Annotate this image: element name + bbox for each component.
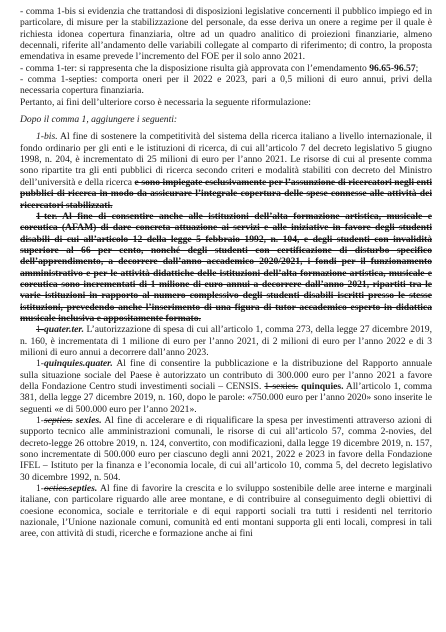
paragraph-1septies-prefix: 1- [36,415,44,427]
paragraph-1ter-deleted: 1-ter. Al fine di consentire anche alle istituzioni dell’alta formazione artistica, musicale e coreutica (AFAM) di dare concreta attuazione ai servizi e alle iniziative in favore degli studenti disabili di cui all’articolo 12 della legge 5 febbraio 1992, n. 104, e degli studenti con invalidità superiore al 66 per cento, nonché degli studenti con certificazione di disturbo specifico dell’apprendimento, a decorrere dall’anno accademico 2020/2021, i fondi per il funzionamento amministrativo e per le attività didattiche delle istituzioni dell’alta formazione artistica, musicale e coreutica sono incrementati di 1 milione di euro annui a decorrere dall’anno 2021, ripartiti tra le varie istituzioni in rapporto al numero complessivo degli studenti disabili iscritti presso le stesse istituzioni, prevedendo anche l’inserimento di una figura di tutor accademico esperto in didattica musicale inclusiva e appositamente formato. [20,210,432,324]
paragraph-1quater-text: L’autorizzazione di spesa di cui all’articolo 1, comma 273, della legge 27 dicembre 2019, n. 160, è incrementata di 1 milione di euro per l’anno 2021, di 2 milioni di euro per l’anno 2022 e di 3 milioni di euro annui a decorrere dall’anno 2023. [20,324,432,358]
paragraph-1octies [20,483,432,540]
paragraph-1septies-number-new: sexies. [72,415,102,427]
paragraph-1octies-text: Al fine di favorire la crescita e lo sviluppo sostenibile delle aree interne e marginali italiane, con particolare riguardo alle aree montane, e di contribuire al conseguimento degli obiettivi di coesione economica, sociale e territoriale e di equi rapporti sociali tra tutti i residenti nel territorio nazionale, l’Unione nazionale comuni, comunità ed enti montani supporta gli enti locali, compresi in tali aree, con attività di studi, ricerche e formazione anche ai fini [20,483,432,540]
paragraph-1bis-number: 1-bis. [36,131,58,143]
intro-comma-1ter [20,63,432,74]
paragraph-1quinquies-number: quinquies.quater. [44,358,113,370]
intro-comma-1bis: - comma 1-bis si evidenzia che trattandosi di disposizioni legislative concernenti il pubblico impiego ed in particolare, di misure per la stabilizzazione del personale, da esse deriva un onere a regime per il quale è richiesta idonea copertura finanziaria, oltre ad un quadro analitico di proiezioni finanziarie, almeno decennali, riferite all’andamento delle variabili collegate al comparto di riferimento; di contro, la proposta emendativa in esame prevede l’incremento del FOE per il solo anno 2021. [20,6,432,63]
paragraph-1septies-number-old: septies. [44,415,73,427]
amendment-heading: Dopo il comma 1, aggiungere i seguenti: [20,114,178,126]
paragraph-1quater-number-new: quater.ter. [44,324,84,336]
paragraph-1sexies-number-old: 1-sexies. [264,381,299,392]
paragraph-1octies-number-new: septies. [68,483,98,495]
paragraph-1sexies-number-new: quinquies. [298,381,344,392]
semicolon: ; [415,62,419,74]
paragraph-1bis-text: Al fine di sostenere la competitività del sistema della ricerca italiano a livello internazionale, il fondo ordinario per gli enti e le istituzioni di ricerca, di cui all’articolo 7 del decreto legislativo 5 giugno 1998, n. 204, è incrementato di 25 milioni di euro per l’anno 2021. Le risorse di cui al presente comma sono ripartite tra gli enti pubblici di ricerca secondo criteri e modalità stabiliti con decreto del Ministro dell’università e della ricerca [20,131,432,188]
intro-section [20,6,432,108]
paragraph-1septies [20,415,432,483]
paragraph-1octies-number-old: octies. [44,483,69,495]
amendment-number: 96.65-96.57 [369,62,416,74]
intro-comma-1ter-text: - comma 1-ter: si rappresenta che la disposizione risulta già approvata con l’emendamento [20,62,370,74]
paragraph-1bis-deleted: e sono impiegate esclusivamente per l’assunzione di ricercatori negli enti pubblici di ricerca in modo da assicurare l’integrale copertura delle spese connesse alle attività dei ricercatori stabilizzati. [20,176,432,211]
paragraph-1septies-text: Al fine di accelerare e di riqualificare la spesa per investimenti attraverso azioni di supporto tecnico alle amministrazioni comunali, le risorse di cui all’articolo 57, comma 2-novies, del decreto-legge 26 ottobre 2019, n. 124, convertito, con modificazioni, dalla legge 19 dicembre 2019, n. 157, sono incrementate di 500.000 euro per ciascuno degli anni 2021, 2022 e 2023 in favore della Fondazione IFEL – Istituto per la finanza e l’economia locale, di cui all’articolo 10, comma 5, del decreto legislativo 30 dicembre 1992, n. 504. [20,415,432,483]
intro-conclusion: Pertanto, ai fini dell’ulteriore corso è necessaria la seguente riformulazione: [20,96,311,108]
paragraph-1quinquies-text: Al fine di consentire la pubblicazione e la distribuzione del Rapporto annuale sulla situazione sociale del Paese è autorizzato un contributo di 300.000 euro per l’anno 2021 a favore della Fondazione Centro studi investimenti sociali – CENSIS. [20,358,432,392]
intro-comma-1septies: - comma 1-septies: comporta oneri per il 2022 e 2023, pari a 0,5 milioni di euro annui, privi della necessaria copertura finanziaria. [20,74,432,97]
paragraph-1bis [20,131,432,210]
paragraph-1quater-number-old: 1- [36,324,44,336]
paragraph-1sexies-text: All’articolo 1, comma 381, della legge 27 dicembre 2019, n. 160, dopo le parole: «750.000 euro per l’anno 2020» sono inserite le seguenti «e di 500.000 euro per l’anno 2021». [20,381,432,415]
paragraph-1octies-prefix: 1- [36,483,44,495]
paragraph-1quinquies-prefix: 1- [36,358,44,370]
paragraph-1quinquies [20,358,432,415]
paragraph-1quater [20,324,432,358]
